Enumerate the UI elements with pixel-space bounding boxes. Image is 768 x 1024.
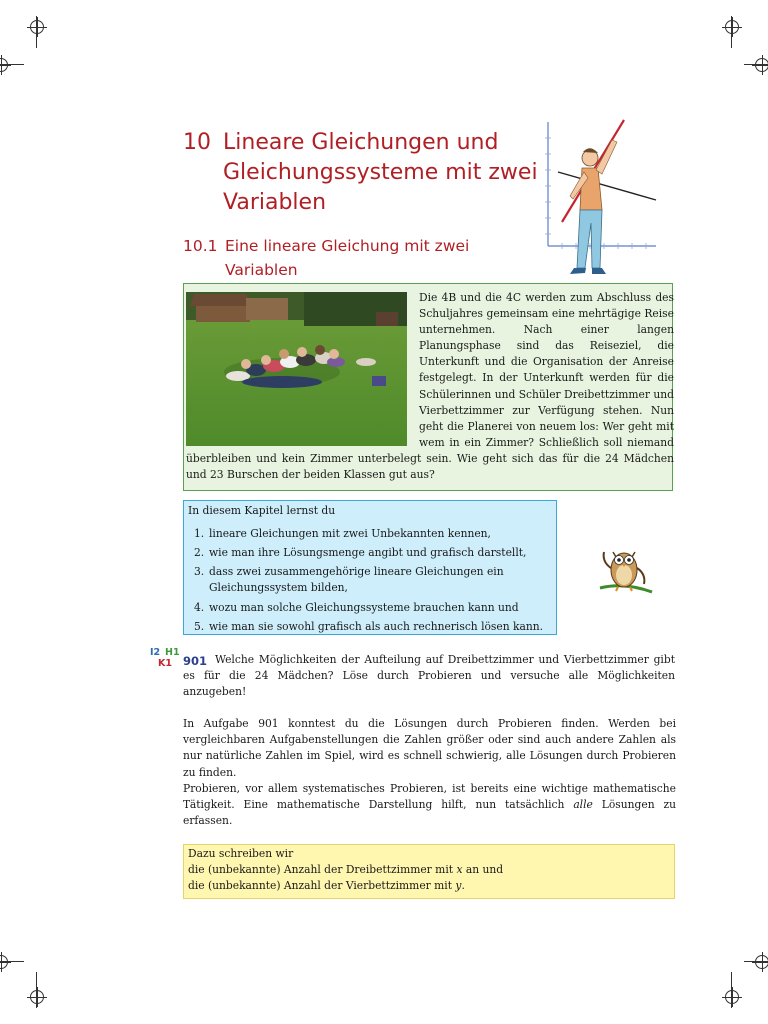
emphasis: alle — [573, 798, 593, 812]
registration-mark-icon — [755, 955, 768, 969]
chapter-title: Lineare Gleichungen und Gleichungssysteme mit zwei Variablen — [223, 130, 538, 215]
exercise-number: 901 — [183, 654, 208, 668]
list-item: 1. lineare Gleichungen mit zwei Unbekannten kennen, — [194, 527, 491, 540]
definition-line: die (unbekannte) Anzahl der Vierbettzimmer mit y. — [188, 879, 465, 893]
registration-mark-icon — [30, 990, 44, 1004]
registration-mark-icon — [725, 990, 739, 1004]
list-item: 5. wie man sie sowohl grafisch als auch rechnerisch lösen kann. — [194, 619, 544, 633]
registration-mark-icon — [755, 58, 768, 72]
definition-line: die (unbekannte) Anzahl der Dreibettzimmer mit x an und — [188, 863, 504, 877]
section-title: Eine lineare Gleichung mit zwei Variablen — [225, 237, 470, 279]
registration-mark-icon — [0, 955, 8, 969]
intro-text: Die 4B und die 4C werden zum Abschluss des Schuljahres gemeinsam eine mehrtägige Reise unternehmen. Nach einer langen Planungsphase sind das Reiseziel, die Unterkunft und die Organisation der Anreise festgelegt. In der Unterkunft werden für die Schülerinnen und Schüler Dreibettzimmer und Vierbettzimmer zur Verfügung stehen. Nun geht die Planerei von neuem los: Wer geht mit wem in ein Zimmer? Schließlich soll niemand überbleiben und kein Zimmer unterbelegt sein. Wie geht sich das für die 24 Mädchen und 23 Burschen der beiden Klassen gut aus? — [186, 291, 674, 482]
definition-line: Dazu schreiben wir — [188, 847, 294, 860]
badge-h: H1 — [165, 647, 180, 658]
intro-text-block — [186, 290, 674, 483]
registration-mark-icon — [30, 20, 44, 34]
list-item: 3. dass zwei zusammengehörige lineare Gleichungen ein Gleichungssystem bilden, — [194, 565, 504, 595]
variable-y: y — [455, 879, 462, 893]
badge-i: I2 — [150, 647, 161, 658]
owl-mascot-icon — [594, 538, 656, 600]
exercise-text: Welche Möglichkeiten der Aufteilung auf Dreibettzimmer und Vierbettzimmer gibt es für die 24 Mädchen? Löse durch Probieren und versuche alle Möglichkeiten anzugeben! — [183, 653, 675, 699]
list-item: 4. wozu man solche Gleichungssysteme brauchen kann und — [194, 600, 519, 614]
body-paragraph: Probieren, vor allem systematisches Probieren, ist bereits eine wichtige mathematische Tätigkeit. Eine mathematische Darstellung hilft, nun tatsächlich alle Lösungen zu erfassen. — [183, 782, 677, 828]
body-paragraph: In Aufgabe 901 konntest du die Lösungen durch Probieren finden. Werden bei vergleichbaren Aufgabenstellungen die Zahlen größer oder sind auch andere Zahlen als nur natürliche Zahlen im Spiel, wird es schnell schwierig, alle Lösungen durch Probieren zu finden. — [183, 717, 676, 779]
learning-goals-title: In diesem Kapitel lernst du — [188, 504, 336, 517]
badge-k: K1 — [158, 658, 172, 669]
variable-x: x — [456, 863, 463, 877]
registration-mark-icon — [725, 20, 739, 34]
registration-mark-icon — [0, 58, 8, 72]
chapter-number: 10 — [183, 130, 211, 155]
competency-badge — [150, 648, 186, 674]
definition-text — [188, 846, 668, 895]
learning-goals-list — [188, 526, 556, 638]
graph-person-illustration — [540, 118, 660, 280]
section-number: 10.1 — [183, 237, 218, 255]
list-item: 2. wie man ihre Lösungsmenge angibt und grafisch darstellt, — [194, 546, 527, 560]
photo-spacer — [186, 290, 419, 450]
